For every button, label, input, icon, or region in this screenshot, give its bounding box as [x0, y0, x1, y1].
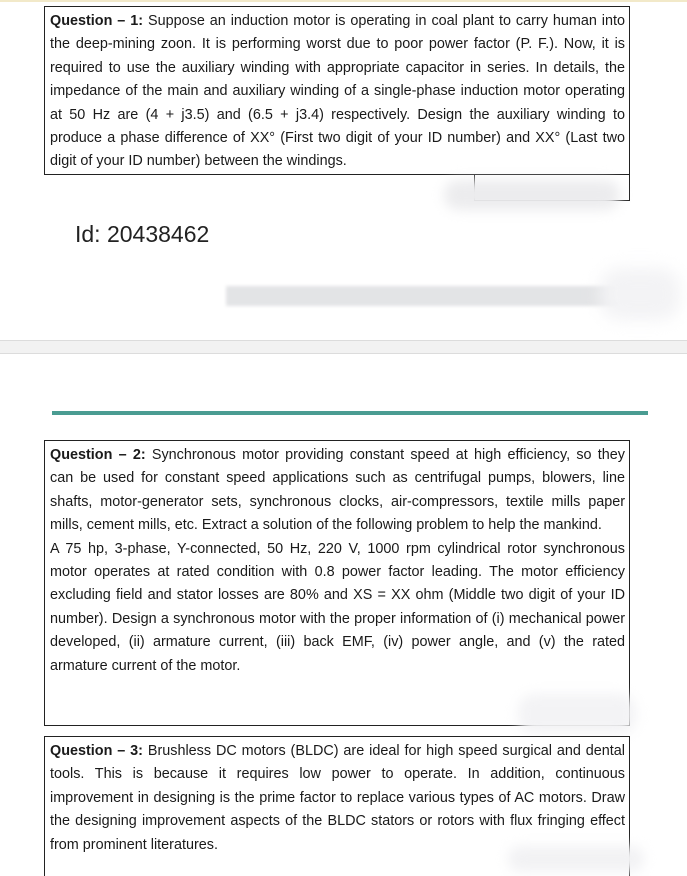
- question-1-paragraph: [50, 10, 625, 174]
- question-2-label: Question – 2:: [50, 447, 146, 463]
- question-2-box: [44, 440, 630, 726]
- page-break: [0, 340, 687, 354]
- redacted-marks-blur-2: [518, 694, 636, 734]
- question-3-text: Brushless DC motors (BLDC) are ideal for high speed surgical and dental tools. This is because it requires low power to operate. In addition, continuous improvement in designing is the prime factor to replace various types of AC motors. Draw the designing improvement aspects of the BLDC stators or rotors with flux fringing effect from prominent literatures.: [50, 743, 625, 853]
- redacted-marks-blur: [444, 180, 620, 210]
- question-1-text: Suppose an induction motor is operating in coal plant to carry human into the deep-mining zoon. It is performing worst due to poor power factor (P. F.). Now, it is required to use the auxiliary winding with appropriate capacitor in series. In details, the impedance of the main and auxiliary winding of a single-phase induction motor operating at 50 Hz are (4 + j3.5) and (6.5 + j3.4) respectively. Design the auxiliary winding to produce a phase difference of XX° (First two digit of your ID number) and XX° (Last two digit of your ID number) between the windings.: [50, 13, 625, 170]
- question-1-label: Question – 1:: [50, 13, 144, 29]
- question-3-paragraph: [50, 740, 625, 857]
- question-2-paragraph: [50, 444, 625, 538]
- accent-divider: [52, 411, 648, 415]
- question-3-label: Question – 3:: [50, 743, 143, 759]
- top-page-edge: [0, 0, 687, 2]
- redacted-smudge: [600, 268, 680, 320]
- redacted-text-bar: [226, 286, 624, 306]
- student-id: Id: 20438462: [75, 221, 210, 247]
- redacted-marks-blur-3: [508, 846, 644, 872]
- question-1-box: [44, 6, 630, 175]
- question-2-problem: A 75 hp, 3-phase, Y-connected, 50 Hz, 220 V, 1000 rpm cylindrical rotor synchronous motor operates at rated condition with 0.8 power factor leading. The motor efficiency excluding field and stator losses are 80% and XS = XX ohm (Middle two digit of your ID number). Design a synchronous motor with the proper information of (i) mechanical power developed, (ii) armature current, (iii) back EMF, (iv) power angle, and (v) the rated armature current of the motor.: [50, 540, 625, 674]
- question-2-text: Synchronous motor providing constant speed at high efficiency, so they can be used for constant speed applications such as centrifugal pumps, blowers, line shafts, motor-generator sets, synchronous clocks, air-compressors, textile mills paper mills, cement mills, etc. Extract a solution of the following problem to help the mankind.: [50, 447, 625, 534]
